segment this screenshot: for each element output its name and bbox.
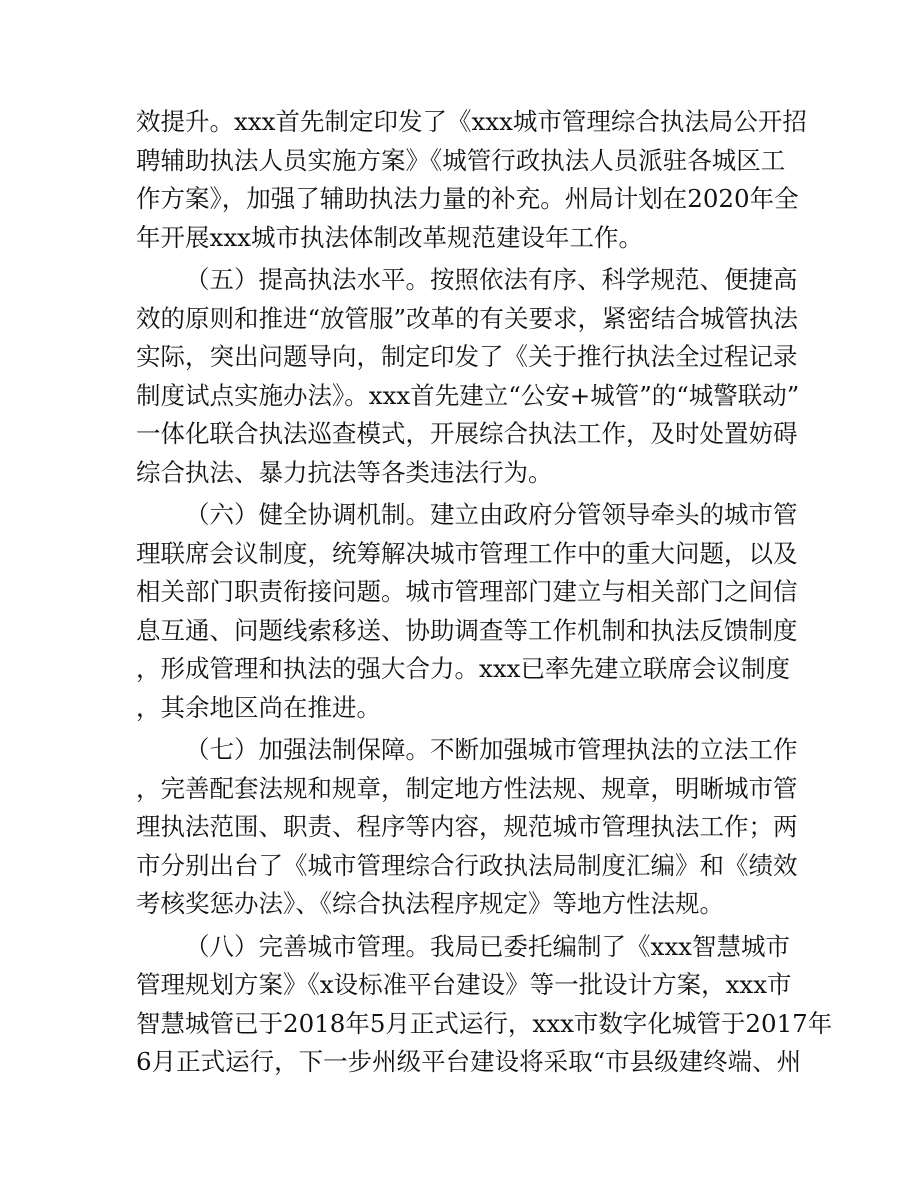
text-line: 息互通、问题线索移送、协助调查等工作机制和执法反馈制度 [136,615,798,645]
text-line: 市分别出台了《城市管理综合行政执法局制度汇编》和《绩效 [136,850,798,880]
text-line: ，形成管理和执法的强大合力。xxx已率先建立联席会议制度 [136,654,790,683]
text-line: 作方案》，加强了辅助执法力量的补充。州局计划在2020年全 [136,184,799,213]
text-line: （六）健全协调机制。建立由政府分管领导牵头的城市管 [185,500,798,529]
text-line: 6月正式运行，下一步州级平台建设将采取“市县级建终端、州 [136,1047,802,1076]
text-line: 综合执法、暴力抗法等各类违法行为。 [136,457,553,487]
text-line: （五）提高执法水平。按照依法有序、科学规范、便捷高 [185,265,798,294]
text-line: 管理规划方案》《x设标准平台建设》等一批设计方案，xxx市 [136,970,792,999]
text-line: 相关部门职责衔接问题。城市管理部门建立与相关部门之间信 [136,577,798,606]
text-line: 年开展xxx城市执法体制改革规范建设年工作。 [136,222,643,252]
text-line: 考核奖惩办法》、《综合执法程序规定》等地方性法规。 [136,889,724,918]
paragraph-section-8 [136,928,833,1082]
document-body [136,103,833,1086]
text-line: 理联席会议制度，统筹解决城市管理工作中的重大问题，以及 [136,538,798,568]
text-line: （七）加强法制保障。不断加强城市管理执法的立法工作 [185,735,798,764]
text-line: 理执法范围、职责、程序等内容，规范城市管理执法工作；两 [136,812,798,841]
text-line: 一体化联合执法巡查模式，开展综合执法工作，及时处置妨碍 [136,419,798,448]
text-line: 制度试点实施办法》。xxx首先建立“公安+城管”的“城警联动” [136,380,800,410]
text-line: （八）完善城市管理。我局已委托编制了《xxx智慧城市 [185,931,790,961]
paragraph-continuation [136,103,807,257]
text-line: ，完善配套法规和规章，制定地方性法规、规章，明晰城市管 [136,773,798,803]
paragraph-section-6 [136,496,798,727]
text-line: 实际，突出问题导向，制定印发了《关于推行执法全过程记录 [136,342,798,371]
text-line: 效的原则和推进“放管服”改革的有关要求，紧密结合城管执法 [136,303,799,333]
text-line: 聘辅助执法人员实施方案》《城管行政执法人员派驻各城区工 [136,145,786,175]
paragraph-section-5 [136,261,800,492]
text-line: 效提升。xxx首先制定印发了《xxx城市管理综合执法局公开招 [136,107,807,136]
text-line: ，其余地区尚在推进。 [136,692,381,722]
text-line: 智慧城管已于2018年5月正式运行，xxx市数字化城管于2017年 [136,1008,833,1038]
paragraph-section-7 [136,731,798,924]
